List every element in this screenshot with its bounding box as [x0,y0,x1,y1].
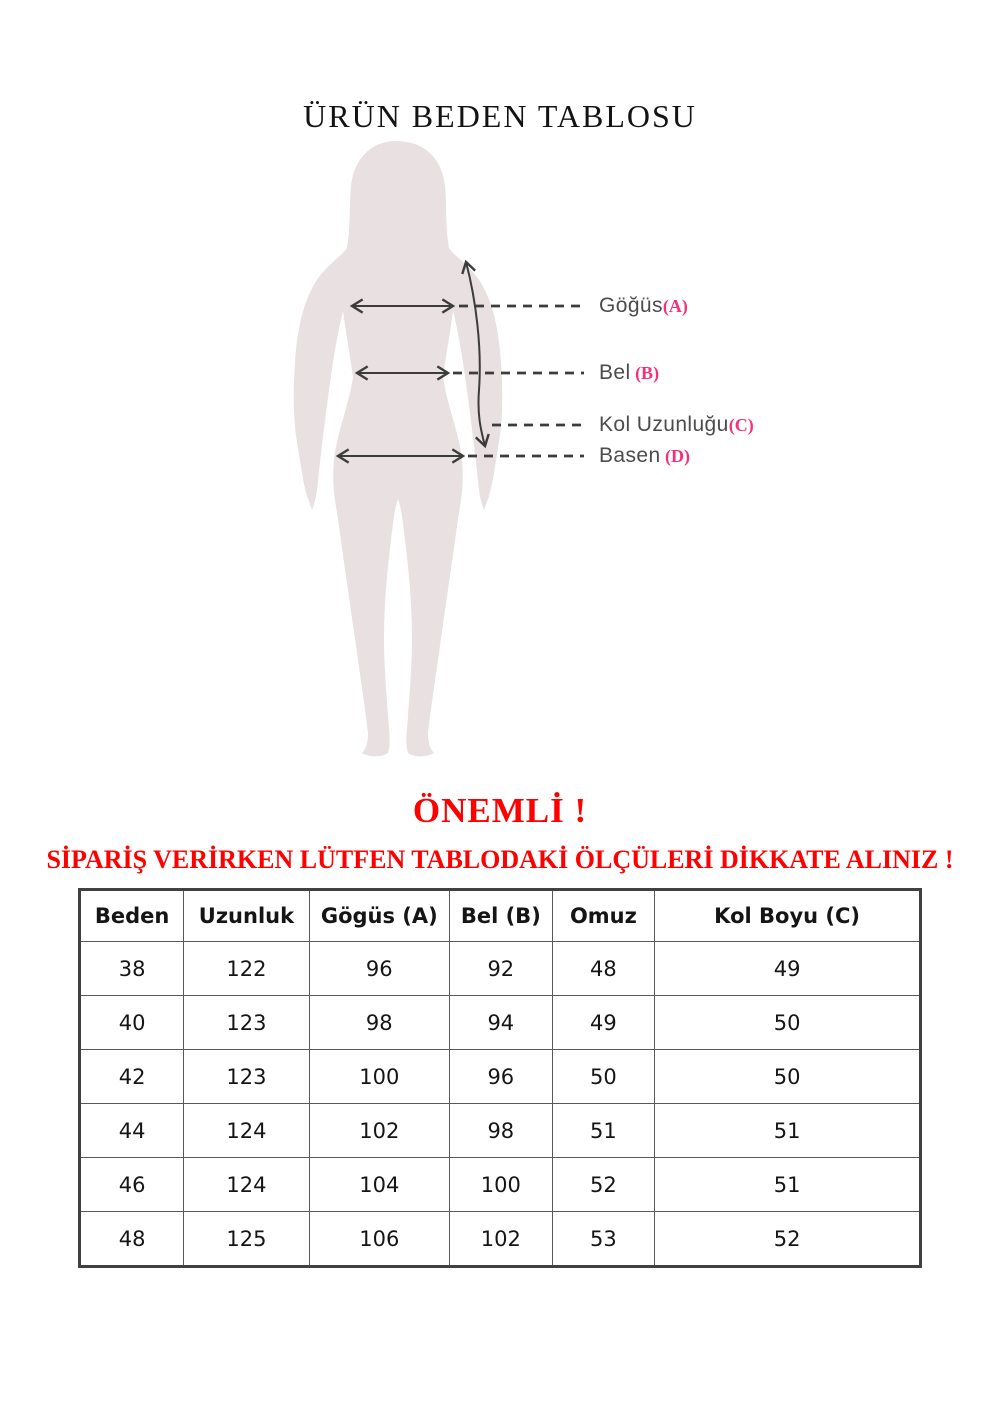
table-row [80,1158,921,1212]
column-header: Beden [80,890,184,942]
table-cell: 51 [655,1104,921,1158]
table-row [80,996,921,1050]
table-cell: 124 [184,1158,309,1212]
measure-letter-d: (D) [660,446,691,466]
table-row [80,942,921,996]
table-cell: 48 [552,942,655,996]
measure-label-waist-text: Bel [599,361,631,384]
table-cell: 51 [655,1158,921,1212]
female-silhouette [294,141,502,756]
table-cell: 50 [552,1050,655,1104]
table-cell: 51 [552,1104,655,1158]
table-cell: 100 [309,1050,449,1104]
important-heading: ÖNEMLİ ! [412,791,588,830]
size-table-header-row [80,890,921,942]
measure-label-chest [599,294,688,318]
table-cell: 52 [552,1158,655,1212]
table-cell: 53 [552,1212,655,1267]
table-cell: 44 [80,1104,184,1158]
column-header: Bel (B) [450,890,553,942]
table-cell: 98 [450,1104,553,1158]
measure-letter-b: (B) [630,363,660,383]
table-cell: 125 [184,1212,309,1267]
column-header: Uzunluk [184,890,309,942]
column-header: Omuz [552,890,655,942]
table-row [80,1212,921,1267]
table-cell: 42 [80,1050,184,1104]
table-cell: 46 [80,1158,184,1212]
measure-label-arm-length [599,413,754,437]
table-cell: 52 [655,1212,921,1267]
measure-label-arm-length-text: Kol Uzunluğu [599,413,729,436]
table-cell: 96 [450,1050,553,1104]
table-cell: 38 [80,942,184,996]
table-cell: 96 [309,942,449,996]
table-cell: 122 [184,942,309,996]
table-cell: 123 [184,996,309,1050]
measure-letter-a: (A) [662,296,688,316]
column-header: Kol Boyu (C) [655,890,921,942]
table-row [80,1104,921,1158]
table-cell: 40 [80,996,184,1050]
table-row [80,1050,921,1104]
table-cell: 94 [450,996,553,1050]
table-cell: 104 [309,1158,449,1212]
table-cell: 100 [450,1158,553,1212]
table-cell: 49 [655,942,921,996]
table-cell: 102 [450,1212,553,1267]
table-cell: 102 [309,1104,449,1158]
table-cell: 48 [80,1212,184,1267]
table-cell: 98 [309,996,449,1050]
table-cell: 50 [655,1050,921,1104]
warning-text: SİPARİŞ VERİRKEN LÜTFEN TABLODAKİ ÖLÇÜLERİ DİKKATE ALINIZ ! [46,845,954,874]
measure-label-waist [599,361,659,385]
measure-label-hip-text: Basen [599,444,661,467]
measure-label-hip [599,444,690,468]
size-table [78,888,922,1268]
table-cell: 49 [552,996,655,1050]
table-cell: 50 [655,996,921,1050]
page-title: ÜRÜN BEDEN TABLOSU [303,98,697,135]
table-cell: 92 [450,942,553,996]
table-cell: 123 [184,1050,309,1104]
column-header: Gögüs (A) [309,890,449,942]
table-cell: 106 [309,1212,449,1267]
measure-label-chest-text: Göğüs [599,294,663,317]
measure-letter-c: (C) [728,415,754,435]
table-cell: 124 [184,1104,309,1158]
